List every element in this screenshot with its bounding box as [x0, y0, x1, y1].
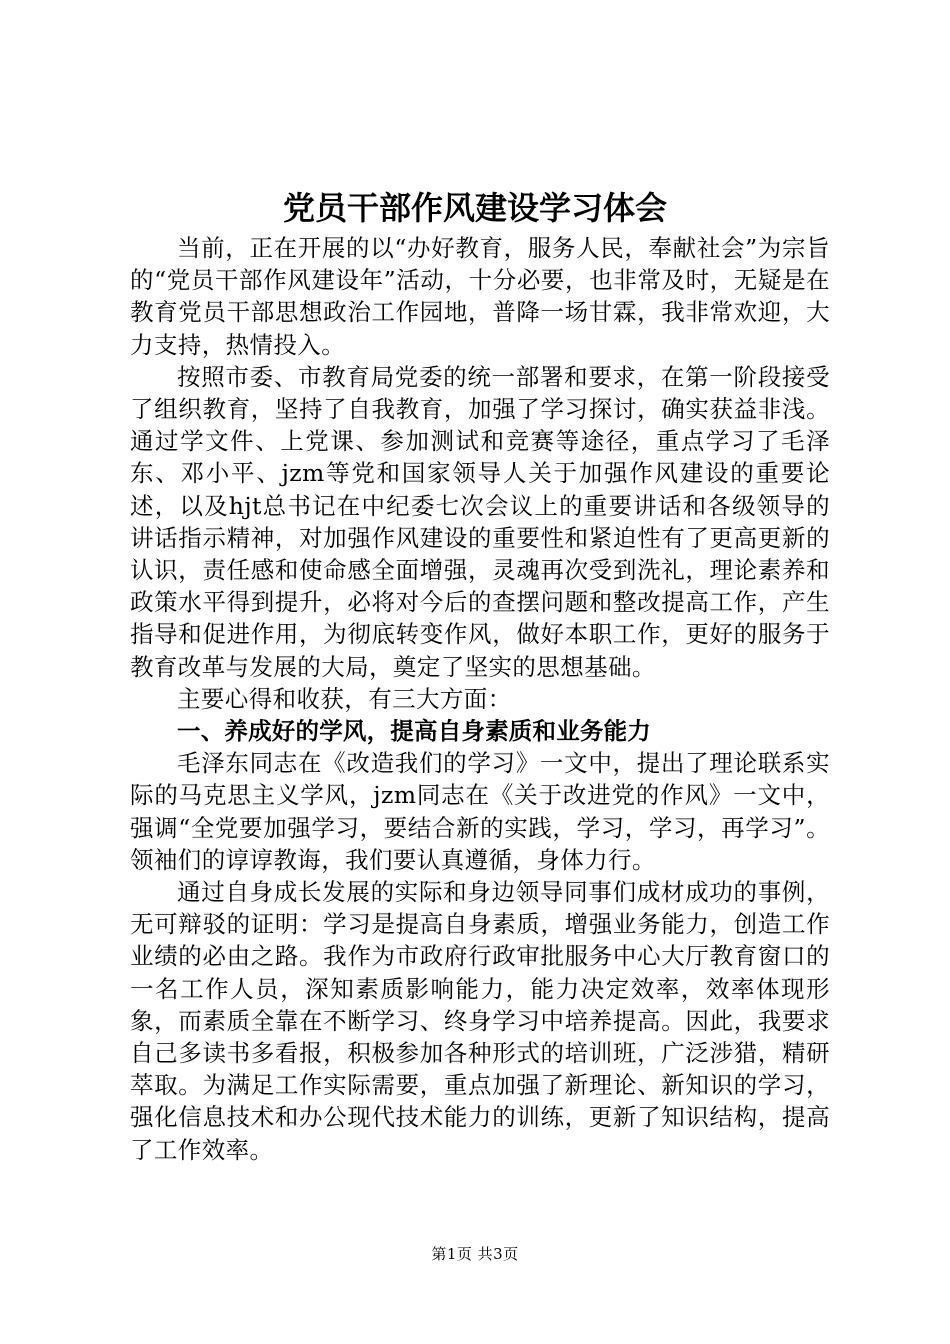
page-number: 第1页 共3页	[431, 1245, 519, 1263]
section-heading-1: 一、养成好的学风，提高自身素质和业务能力	[177, 717, 651, 746]
document-title: 党员干部作风建设学习体会	[282, 189, 667, 227]
paragraph-study: 按照市委、市教育局党委的统一部署和要求，在第一阶段接受了组织教育，坚持了自我教育，加强了学习探讨，确实获益非浅。通过学文件、上党课、参加测试和竞赛等途径，重点学习了毛泽东、邓小平、jzm等党和国家领导人关于加强作风建设的重要论述，以及hjt总书记在中纪委七次会议上的重要讲话和各级领导的讲话指示精神，对加强作风建设的重要性和紧迫性有了更高更新的认识，责任感和使命感全面增强，灵魂再次受到洗礼，理论素养和政策水平得到提升，必将对今后的查摆问题和整改提高工作，产生指导和促进作用，为彻底转变作风，做好本职工作，更好的服务于教育改革与发展的大局，奠定了坚实的思想基础。	[130, 362, 830, 681]
paragraph-summary: 主要心得和收获，有三大方面：	[177, 684, 512, 713]
document-body	[130, 232, 830, 1166]
paragraph-intro: 当前，正在开展的以“办好教育，服务人民，奉献社会”为宗旨的“党员干部作风建设年”活动，十分必要，也非常及时，无疑是在教育党员干部思想政治工作园地，普降一场甘霖，我非常欢迎，大力支持，热情投入。	[130, 234, 830, 359]
paragraph-mao-quote: 毛泽东同志在《改造我们的学习》一文中，提出了理论联系实际的马克思主义学风，jzm同志在《关于改进党的作风》一文中，强调“全党要加强学习，要结合新的实践，学习，学习，再学习”。领袖们的谆谆教诲，我们要认真遵循，身体力行。	[130, 749, 830, 874]
paragraph-experience: 通过自身成长发展的实际和身边领导同事们成材成功的事例，无可辩驳的证明：学习是提高自身素质，增强业务能力，创造工作业绩的必由之路。我作为市政府行政审批服务中心大厅教育窗口的一名工作人员，深知素质影响能力，能力决定效率，效率体现形象，而素质全靠在不断学习、终身学习中培养提高。因此，我要求自己多读书多看报，积极参加各种形式的培训班，广泛涉猎，精研萃取。为满足工作实际需要，重点加强了新理论、新知识的学习，强化信息技术和办公现代技术能力的训练，更新了知识结构，提高了工作效率。	[130, 878, 830, 1164]
